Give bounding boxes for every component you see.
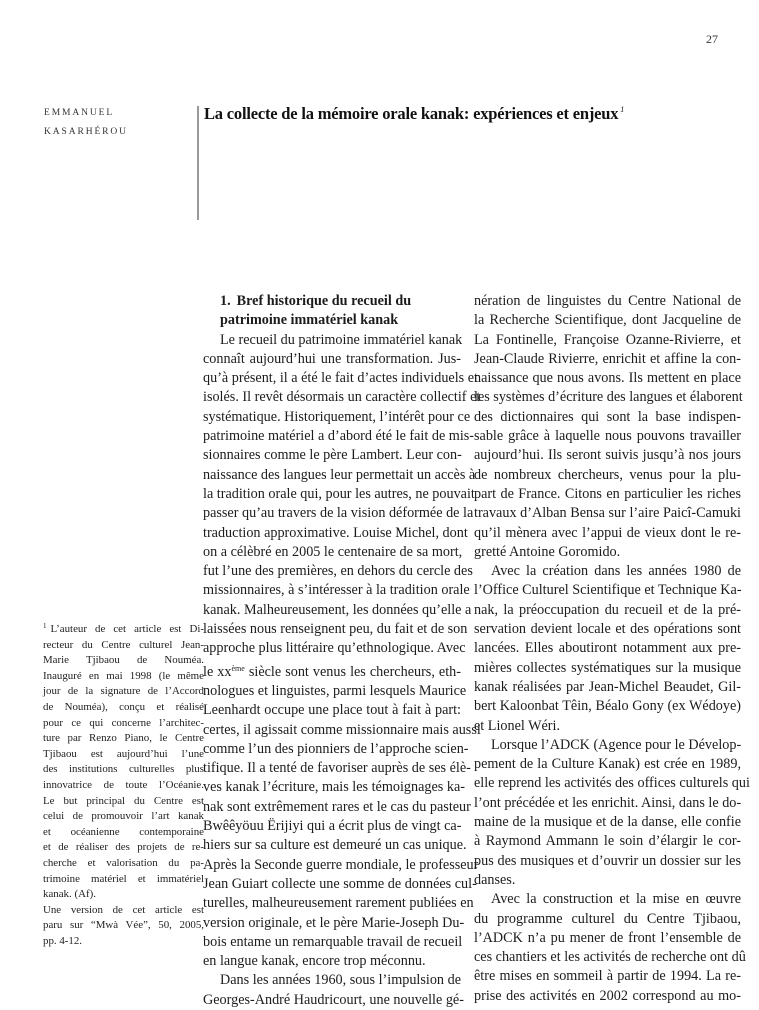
text-line: Jean Guiart collecte une somme de données cul- bbox=[203, 875, 477, 892]
text-line: on a célèbré en 2005 le centenaire de sa mort, bbox=[203, 543, 463, 560]
text-line: connaît aujourd’hui une transformation. Jus- bbox=[203, 350, 461, 367]
page-number: 27 bbox=[706, 32, 718, 46]
article-title-text: La collecte de la mémoire orale kanak: expériences et enjeux bbox=[204, 104, 619, 123]
footnote-line: et de réaliser des projets de re- bbox=[43, 841, 204, 854]
footnote-line: $^1$ L’auteur de cet article est Di- bbox=[43, 622, 204, 635]
text-line: sionnaires comme le père Lambert. Leur con- bbox=[203, 447, 462, 464]
article-title bbox=[204, 104, 624, 124]
text-line: Avec la création dans les années 1980 de bbox=[491, 563, 741, 580]
footnote-line: Le but principal du Centre est bbox=[43, 794, 204, 807]
text-line: La Fontinelle, Françoise Ozanne-Rivierre, et bbox=[474, 331, 741, 348]
footnote-1 bbox=[43, 619, 204, 949]
text-line: nak sont extrêmement rares et le cas du pasteur bbox=[203, 798, 471, 815]
text-line: Georges-André Haudricourt, une nouvelle gé- bbox=[203, 991, 464, 1008]
text-line: sable grâce à laquelle nous pouvons travailler bbox=[474, 428, 741, 445]
section-heading-line-2: patrimoine immatériel kanak bbox=[220, 312, 399, 329]
text-line: kanak. Malheureusement, les données qu’elle a bbox=[203, 601, 472, 618]
text-line: turelles, malheureusement rarement publiées en bbox=[203, 895, 474, 912]
text-line: part de France. Citons en particulier les riches bbox=[474, 485, 741, 502]
footnote-line: des institutions culturelles plus bbox=[43, 763, 204, 776]
footnote-line: kanak. (Af). bbox=[43, 888, 96, 901]
text-line: qu’à présent, il a été le fait d’actes individuels et bbox=[203, 370, 478, 387]
text-line: Dans les années 1960, sous l’impulsion de bbox=[220, 972, 461, 989]
footnote-line: innovatrice de toute l’Océanie. bbox=[43, 778, 204, 791]
text-line: la tradition orale qui, pour les autres, ne pouvait bbox=[203, 485, 475, 502]
text-line: certes, il agissait comme missionnaire mais aussi bbox=[203, 721, 481, 738]
text-line: traduction approximative. Louise Michel, dont bbox=[203, 524, 468, 541]
body-column-2 bbox=[474, 292, 750, 1006]
text-line: Le recueil du patrimoine immatériel kanak bbox=[220, 331, 463, 348]
text-line: nologues et linguistes, parmi lesquels Maurice bbox=[203, 682, 467, 699]
title-footnote-link[interactable]: 1 bbox=[620, 105, 625, 114]
text-line: maine de la musique et de la danse, elle confie bbox=[474, 814, 741, 831]
footnote-line: Une version de cet article est bbox=[43, 903, 204, 916]
text-line: et Lionel Wéri. bbox=[474, 717, 561, 734]
text-line: version originale, et le père Marie-Joseph Du- bbox=[203, 914, 465, 931]
text-line: naissance des langues leur permettait un accès à bbox=[203, 466, 476, 483]
text-line: gretté Antoine Goromido. bbox=[474, 543, 621, 560]
text-line: l’ADCK n’a pu mener de front l’ensemble de bbox=[474, 929, 741, 946]
text-line: bert Kaloonbat Têin, Béalo Gony (ex Wédoye) bbox=[474, 698, 741, 715]
footnote-line: ture par Renzo Piano, le Centre bbox=[43, 732, 204, 745]
section-heading bbox=[203, 292, 461, 331]
text-line: du programme culturel du Centre Tjibaou, bbox=[474, 910, 741, 927]
footnote-line: et océanienne contemporaine bbox=[43, 825, 204, 838]
author-name bbox=[44, 104, 128, 142]
footnote-line: pp. 4-12. bbox=[43, 934, 83, 947]
text-line: bois entame un remarquable travail de recueil bbox=[203, 933, 463, 950]
text-line: fut l’une des premières, en dehors du cercle des bbox=[203, 563, 473, 580]
text-line: Jean-Claude Rivierre, enrichit et affine la con- bbox=[474, 350, 741, 367]
text-line: tifique. Il a tenté de favoriser auprès de ses élè- bbox=[203, 760, 471, 777]
text-line: danses. bbox=[474, 871, 516, 888]
text-line: être mises en sommeil à partir de 1994. La re- bbox=[474, 968, 741, 985]
column-1-text bbox=[203, 331, 481, 1010]
text-line: patrimoine matériel a d’abord été le fait de mis- bbox=[203, 428, 475, 445]
section-heading-line-1: 1. Bref historique du recueil du bbox=[220, 293, 412, 309]
footnote-line: recteur du Centre culturel Jean- bbox=[43, 638, 204, 651]
text-line: lancées. Elles aboutiront notamment aux pre- bbox=[474, 640, 741, 657]
text-line: en langue kanak, encore trop méconnu. bbox=[203, 953, 426, 970]
text-line: à Raymond Ammann le soin d’élargir le cor- bbox=[474, 833, 741, 850]
text-line: mières collectes systématiques sur la musique bbox=[474, 659, 741, 676]
footnote-line: Inauguré en mai 1998 (le même bbox=[43, 669, 204, 682]
text-line: laissées nous renseignent peu, du fait et de son bbox=[203, 621, 468, 638]
text-line: la Recherche Scientifique, dont Jacqueline de bbox=[474, 312, 741, 329]
text-line: Bwêêyöuu Ërijiyi qui a écrit plus de vingt ca- bbox=[203, 818, 462, 835]
text-line-xx-century: le $xx^{ème}$ siècle sont venus les chercheurs, eth- bbox=[203, 663, 461, 680]
text-line: isolés. Il revêt désormais un caractère collectif et bbox=[203, 389, 481, 406]
author-first-name: EMMANUEL bbox=[44, 108, 115, 118]
text-line: servation devient locale et des opérations sont bbox=[474, 621, 741, 638]
text-line: l’ont précédée et les enrichit. Ainsi, dans le do- bbox=[474, 794, 742, 811]
footnote-line: celui de promouvoir l’art kanak bbox=[43, 810, 204, 823]
footnote-line: cherche et valorisation du pa- bbox=[43, 856, 204, 869]
text-line: Avec la construction et la mise en œuvre bbox=[491, 891, 741, 908]
footnote-line: Marie Tjibaou de Nouméa. bbox=[43, 654, 204, 667]
text-line: nération de linguistes du Centre National de bbox=[474, 293, 741, 309]
text-line: qu’il mènera avec l’appui de vieux dont le re- bbox=[474, 524, 741, 541]
text-line: Après la Seconde guerre mondiale, le professeur bbox=[203, 856, 479, 873]
text-line: kanak réalisées par Jean-Michel Beaudet, Gil- bbox=[474, 678, 741, 695]
text-line: ves kanak l’écriture, mais les témoignages ka- bbox=[203, 779, 465, 796]
text-line: de nombreux chercheurs, venus pour la plu- bbox=[474, 466, 741, 483]
text-line: prise des activités en 2002 correspond au mo- bbox=[474, 987, 741, 1004]
text-line: nak, la préoccupation du recueil et de la pré- bbox=[474, 601, 741, 618]
text-line: pement de la Culture Kanak) est crée en 1989, bbox=[474, 756, 741, 773]
text-line: Leenhardt occupe une place tout à fait à part: bbox=[203, 702, 461, 719]
text-line: aujourd’hui. Ils seront suivis jusqu’à nos jours bbox=[474, 447, 741, 464]
text-line: hiers sur sa culture est demeuré un cas unique. bbox=[203, 837, 467, 854]
text-line: approche plus littéraire qu’ethnologique. Avec bbox=[203, 640, 466, 657]
title-divider bbox=[197, 106, 199, 220]
text-line: les systèmes d’écriture des langues et élaborent bbox=[474, 389, 743, 406]
text-line: Lorsque l’ADCK (Agence pour le Dévelop- bbox=[491, 736, 742, 753]
text-line: passer qu’au travers de la vision déformée de la bbox=[203, 505, 474, 522]
text-line: des dictionnaires qui sont la base indispen- bbox=[474, 408, 741, 425]
footnote-line: paru sur “Mwà Vée”, 50, 2005, bbox=[43, 919, 204, 932]
text-line: travaux d’Alban Bensa sur l’aire Paicî-Camuki bbox=[474, 505, 741, 522]
text-line: l’Office Culturel Scientifique et Technique Ka- bbox=[474, 582, 742, 599]
text-line: systématique. Historiquement, l’intérêt pour ce bbox=[203, 408, 471, 425]
footnote-line: jour de la signature de l’Accord bbox=[43, 685, 204, 698]
text-line: comme l’un des pionniers de l’approche scien- bbox=[203, 740, 469, 757]
footnote-line: pour ce qui concerne l’architec- bbox=[43, 716, 204, 729]
text-line: elle reprend les activités des offices culturels qui bbox=[474, 775, 750, 792]
text-line: ces chantiers et les activités de recherche ont dû bbox=[474, 949, 746, 966]
body-column-1 bbox=[203, 292, 481, 1010]
footnote-mark: 1 bbox=[43, 622, 47, 630]
footnote-line: Tjibaou est aujourd’hui l’une bbox=[43, 747, 204, 760]
text-line: naissance que nous avons. Ils mettent en place bbox=[474, 370, 741, 387]
text-line: pus des musiques et d’ouvrir un dossier sur les bbox=[474, 852, 741, 869]
footnote-line: trimoine matériel et immatériel bbox=[43, 872, 204, 885]
text-line: missionnaires, à s’intéresser à la tradition orale bbox=[203, 582, 470, 599]
footnote-line: de Nouméa), conçu et réalisé bbox=[43, 700, 204, 713]
author-last-name: KASARHÉROU bbox=[44, 127, 128, 137]
